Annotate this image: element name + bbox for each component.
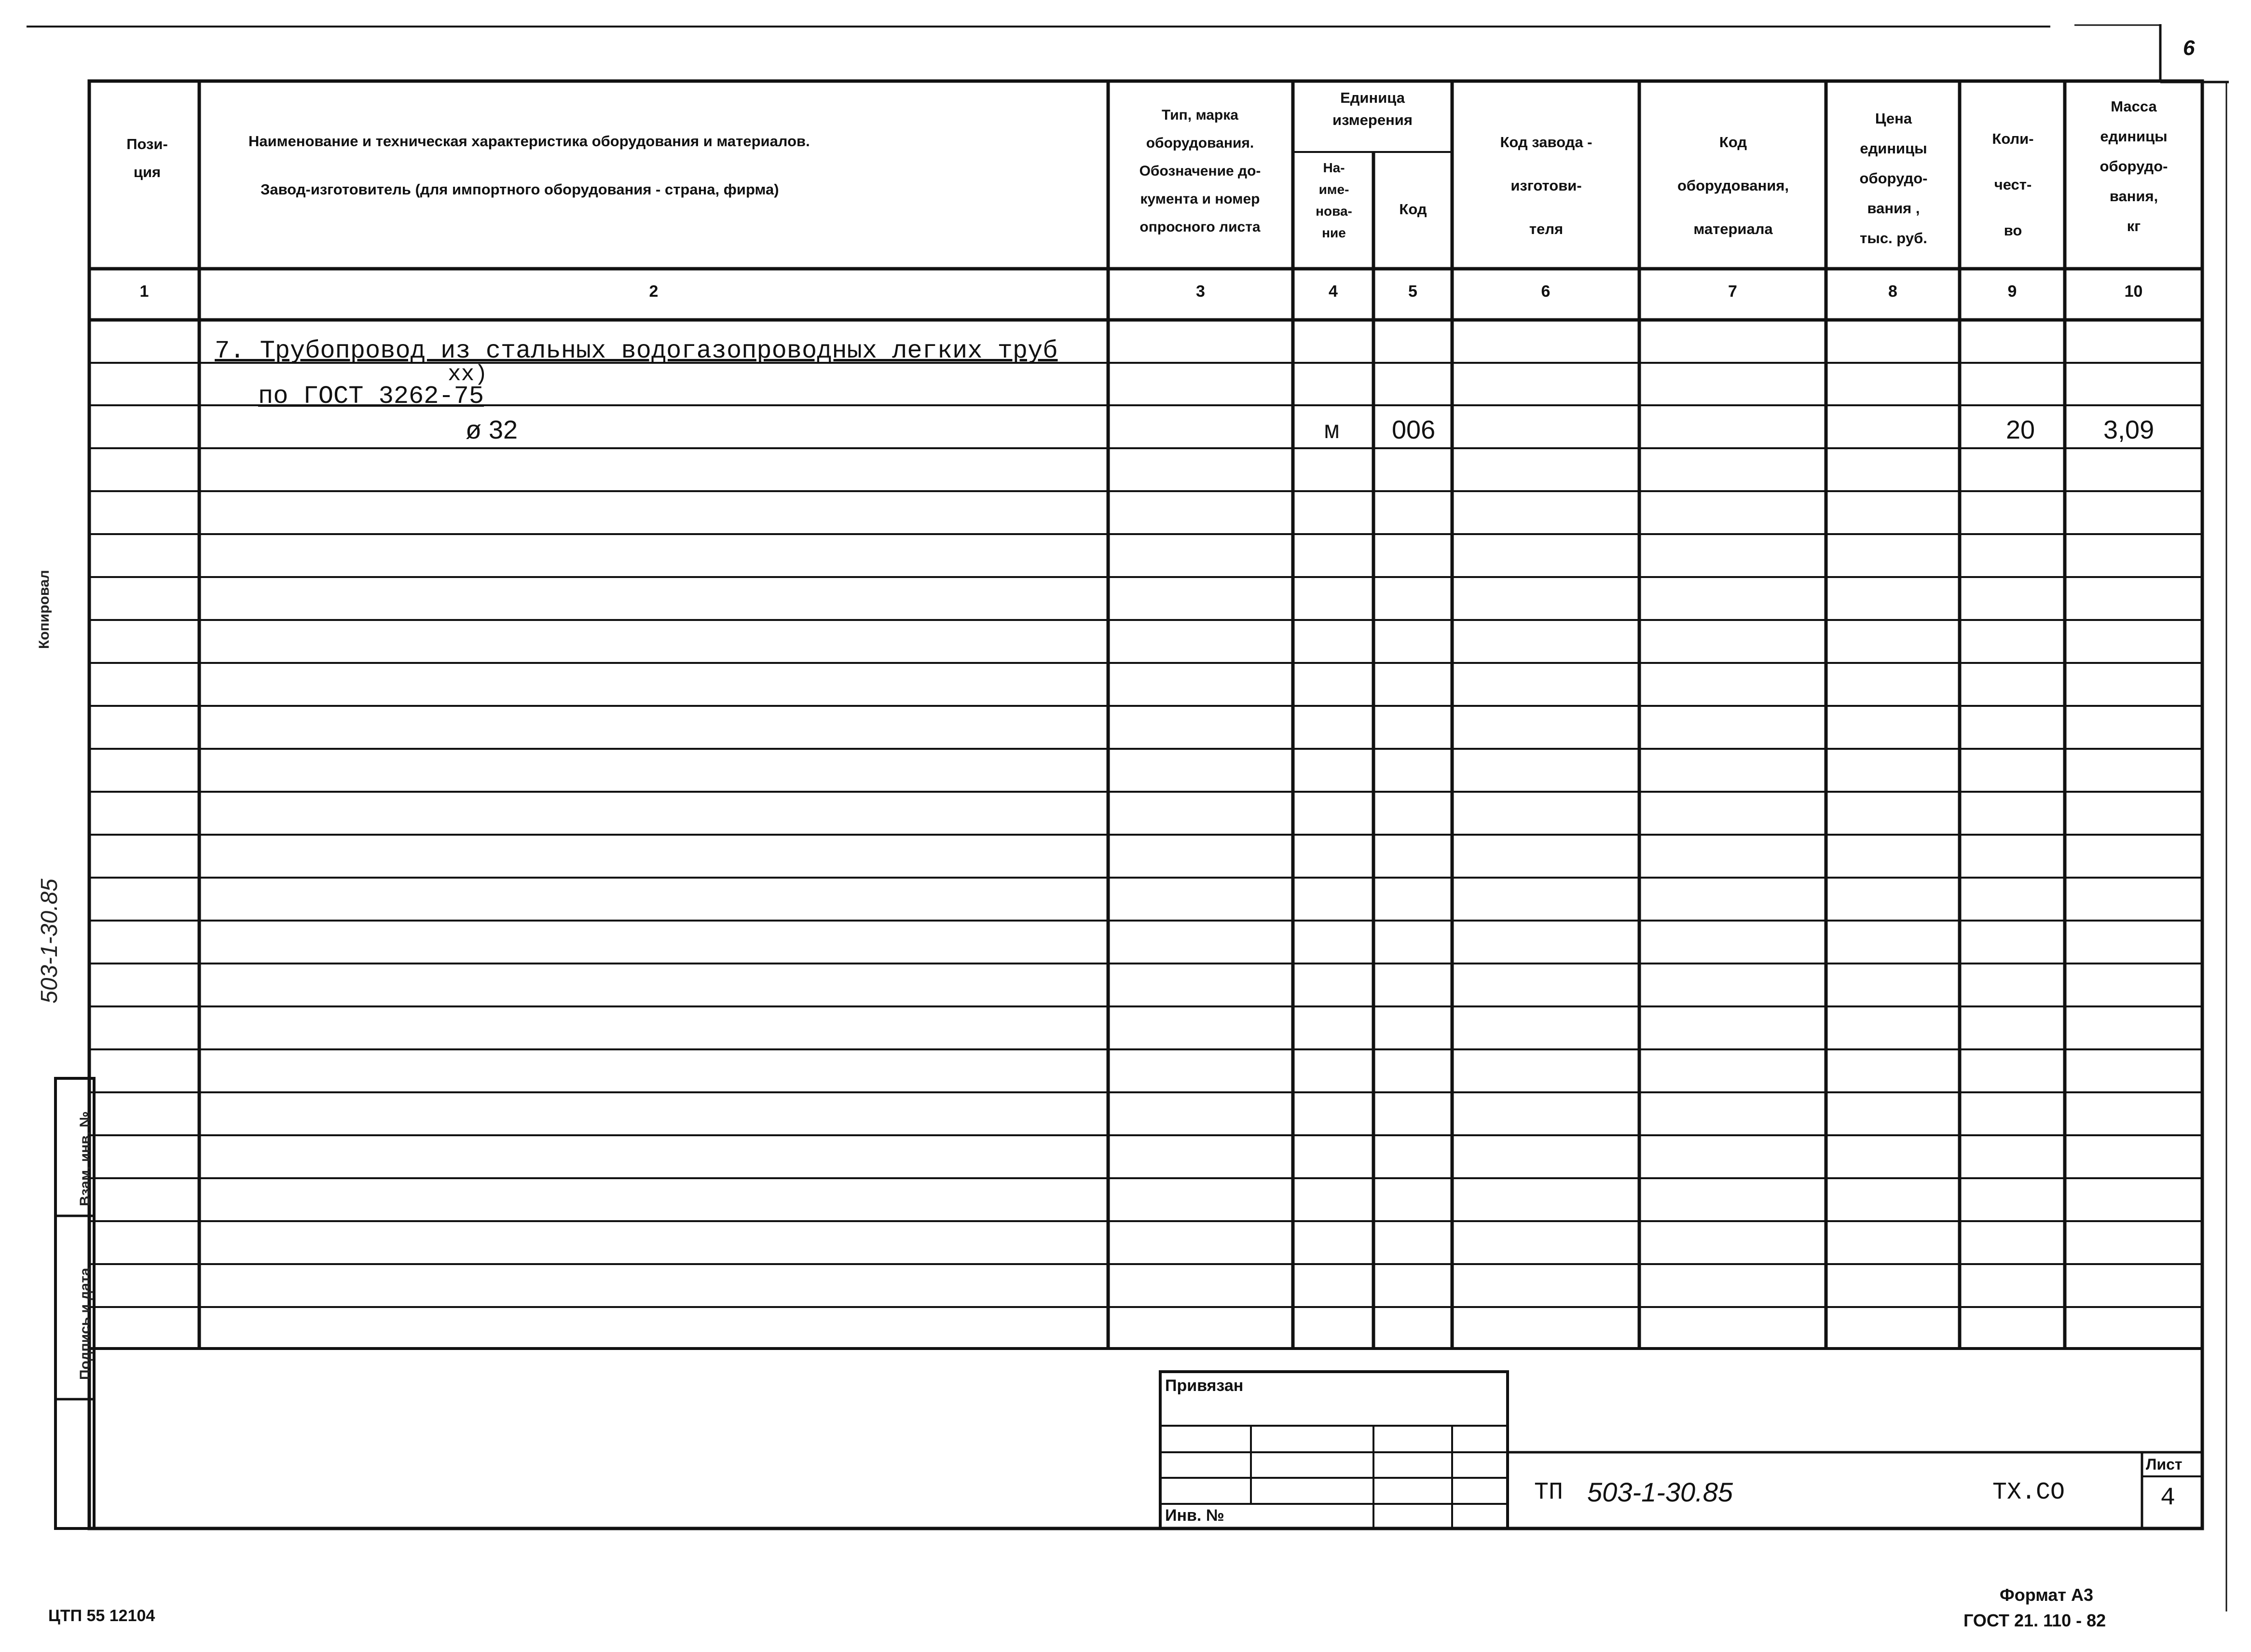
- column-number-9: 9: [2007, 282, 2017, 301]
- header-unit-price: Цена единицы оборудо- вания , тыс. руб.: [1859, 110, 1928, 247]
- side-label-replaced-inventory: Взам. инв. №: [77, 1111, 93, 1206]
- footer-archive-code: ЦТП 55 12104: [48, 1607, 155, 1625]
- header-unit-name: На- име- нова- ние: [1316, 160, 1352, 240]
- header-unit-group: Единица измерения: [1332, 89, 1413, 128]
- item-unit: м: [1324, 417, 1340, 446]
- stamp-doc-prefix: ТП: [1534, 1479, 1564, 1506]
- column-number-5: 5: [1408, 282, 1417, 301]
- stamp-inventory-label: Инв. №: [1165, 1506, 1224, 1525]
- column-number-1: 1: [139, 282, 149, 301]
- stamp-doc-number: 503-1-30.85: [1587, 1477, 1733, 1507]
- column-number-2: 2: [649, 282, 659, 301]
- item-diameter: ø 32: [466, 415, 518, 444]
- side-label-inventory-number: 503-1-30.85: [37, 879, 62, 1004]
- column-number-10: 10: [2124, 282, 2143, 301]
- stamp-doc-code: ТХ.СО: [1992, 1479, 2065, 1506]
- footer-format: Формат А3: [2000, 1585, 2094, 1605]
- header-unit-code: Код: [1399, 201, 1427, 218]
- corner-sheet-number: 6: [2183, 36, 2195, 60]
- column-number-3: 3: [1196, 282, 1205, 301]
- stamp-sheet-label: Лист: [2146, 1456, 2182, 1473]
- header-name-line2: Завод-изготовитель (для импортного оборудования - страна, фирма): [261, 181, 779, 198]
- stamp-attached-label: Привязан: [1165, 1377, 1244, 1395]
- header-position: Пози- ция: [126, 136, 168, 180]
- header-factory-code: Код завода - изготови- теля: [1500, 134, 1592, 237]
- item-unit-code: 006: [1392, 415, 1436, 444]
- side-label-copied: Копировал: [36, 570, 52, 649]
- column-number-4: 4: [1329, 282, 1338, 301]
- item-mass: 3,09: [2103, 415, 2155, 444]
- header-quantity: Коли- чест- во: [1992, 130, 2034, 239]
- item-footnote-mark: xx): [448, 362, 488, 387]
- column-number-6: 6: [1541, 282, 1551, 301]
- side-label-signature-date: Подпись и дата: [77, 1267, 93, 1380]
- column-number-7: 7: [1728, 282, 1737, 301]
- header-name-line1: Наименование и техническая характеристика оборудования и материалов.: [248, 133, 810, 150]
- item-title: 7. Трубопровод из стальных водогазопроводных легких труб: [215, 337, 1058, 365]
- stamp-sheet-number: 4: [2160, 1484, 2176, 1512]
- item-quantity: 20: [2006, 415, 2035, 444]
- header-unit-mass: Масса единицы оборудо- вания, кг: [2100, 98, 2168, 234]
- column-number-8: 8: [1888, 282, 1897, 301]
- footer-gost: ГОСТ 21. 110 - 82: [1963, 1611, 2106, 1630]
- item-standard: по ГОСТ 3262-75: [258, 382, 484, 411]
- header-type-mark: Тип, марка оборудования. Обозначение до- кумента и номер опросного листа: [1139, 107, 1261, 235]
- header-equipment-code: Код оборудования, материала: [1677, 134, 1789, 237]
